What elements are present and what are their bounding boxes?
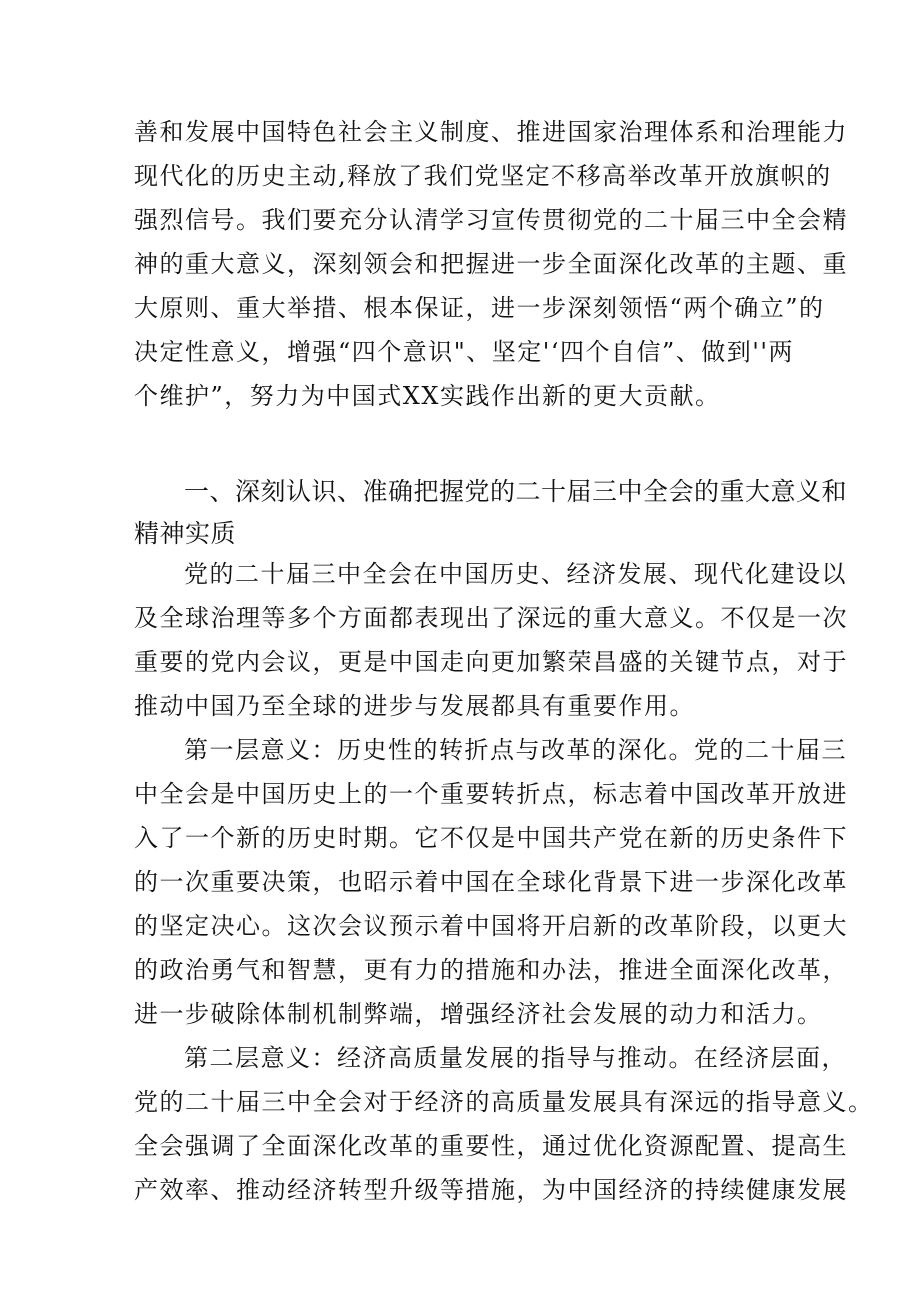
intro-line-5: 大原则、重大举措、根本保证，进一步深刻领悟“两个确立”的 <box>134 294 825 322</box>
paragraph-1-line-3: 重要的党内会议，更是中国走向更加繁荣昌盛的关键节点，对于 <box>134 648 848 676</box>
paragraph-1-line-4: 推动中国乃至全球的进步与发展都具有重要作用。 <box>134 692 695 720</box>
intro-line-4: 神的重大意义，深刻领会和把握进一步全面深化改革的主题、重 <box>134 250 848 278</box>
paragraph-2-line-7: 进一步破除体制机制弊端，增强经济社会发展的动力和活力。 <box>134 1000 823 1028</box>
paragraph-2-line-4: 的一次重要决策，也昭示着中国在全球化背景下进一步深化改革 <box>134 868 848 896</box>
paragraph-2-line-1: 第一层意义：历史性的转折点与改革的深化。党的二十届三 <box>184 736 847 764</box>
paragraph-1-line-1: 党的二十届三中全会在中国历史、经济发展、现代化建设以 <box>184 560 847 588</box>
paragraph-3-line-2: 党的二十届三中全会对于经济的高质量发展具有深远的指导意义。 <box>134 1088 874 1116</box>
paragraph-2-line-2: 中全会是中国历史上的一个重要转折点，标志着中国改革开放进 <box>134 780 848 808</box>
intro-line-1: 善和发展中国特色社会主义制度、推进国家治理体系和治理能力 <box>134 118 848 146</box>
paragraph-3-line-1: 第二层意义：经济高质量发展的指导与推动。在经济层面， <box>184 1044 847 1072</box>
paragraph-2-line-6: 的政治勇气和智慧，更有力的措施和办法，推进全面深化改革， <box>134 956 848 984</box>
section-heading-line-2: 精神实质 <box>134 519 237 548</box>
intro-line-7: 个维护”，努力为中国式XX实践作出新的更大贡献。 <box>134 382 721 410</box>
paragraph-2-line-5: 的坚定决心。这次会议预示着中国将开启新的改革阶段，以更大 <box>134 912 848 940</box>
paragraph-3-line-3: 全会强调了全面深化改革的重要性，通过优化资源配置、提高生 <box>134 1132 848 1160</box>
intro-line-3: 强烈信号。我们要充分认清学习宣传贯彻党的二十届三中全会精 <box>134 206 848 234</box>
paragraph-3-line-4: 产效率、推动经济转型升级等措施，为中国经济的持续健康发展 <box>134 1176 848 1204</box>
paragraph-2-line-3: 入了一个新的历史时期。它不仅是中国共产党在新的历史条件下 <box>134 824 848 852</box>
section-heading-line-1: 一、深刻认识、准确把握党的二十届三中全会的重大意义和 <box>184 477 848 506</box>
intro-line-6: 决定性意义，增强“四个意识"、坚定'‘四个自信”、做到''两 <box>134 338 794 366</box>
intro-line-2: 现代化的历史主动,释放了我们党坚定不移高举改革开放旗帜的 <box>134 162 832 190</box>
paragraph-1-line-2: 及全球治理等多个方面都表现出了深远的重大意义。不仅是一次 <box>134 604 848 632</box>
